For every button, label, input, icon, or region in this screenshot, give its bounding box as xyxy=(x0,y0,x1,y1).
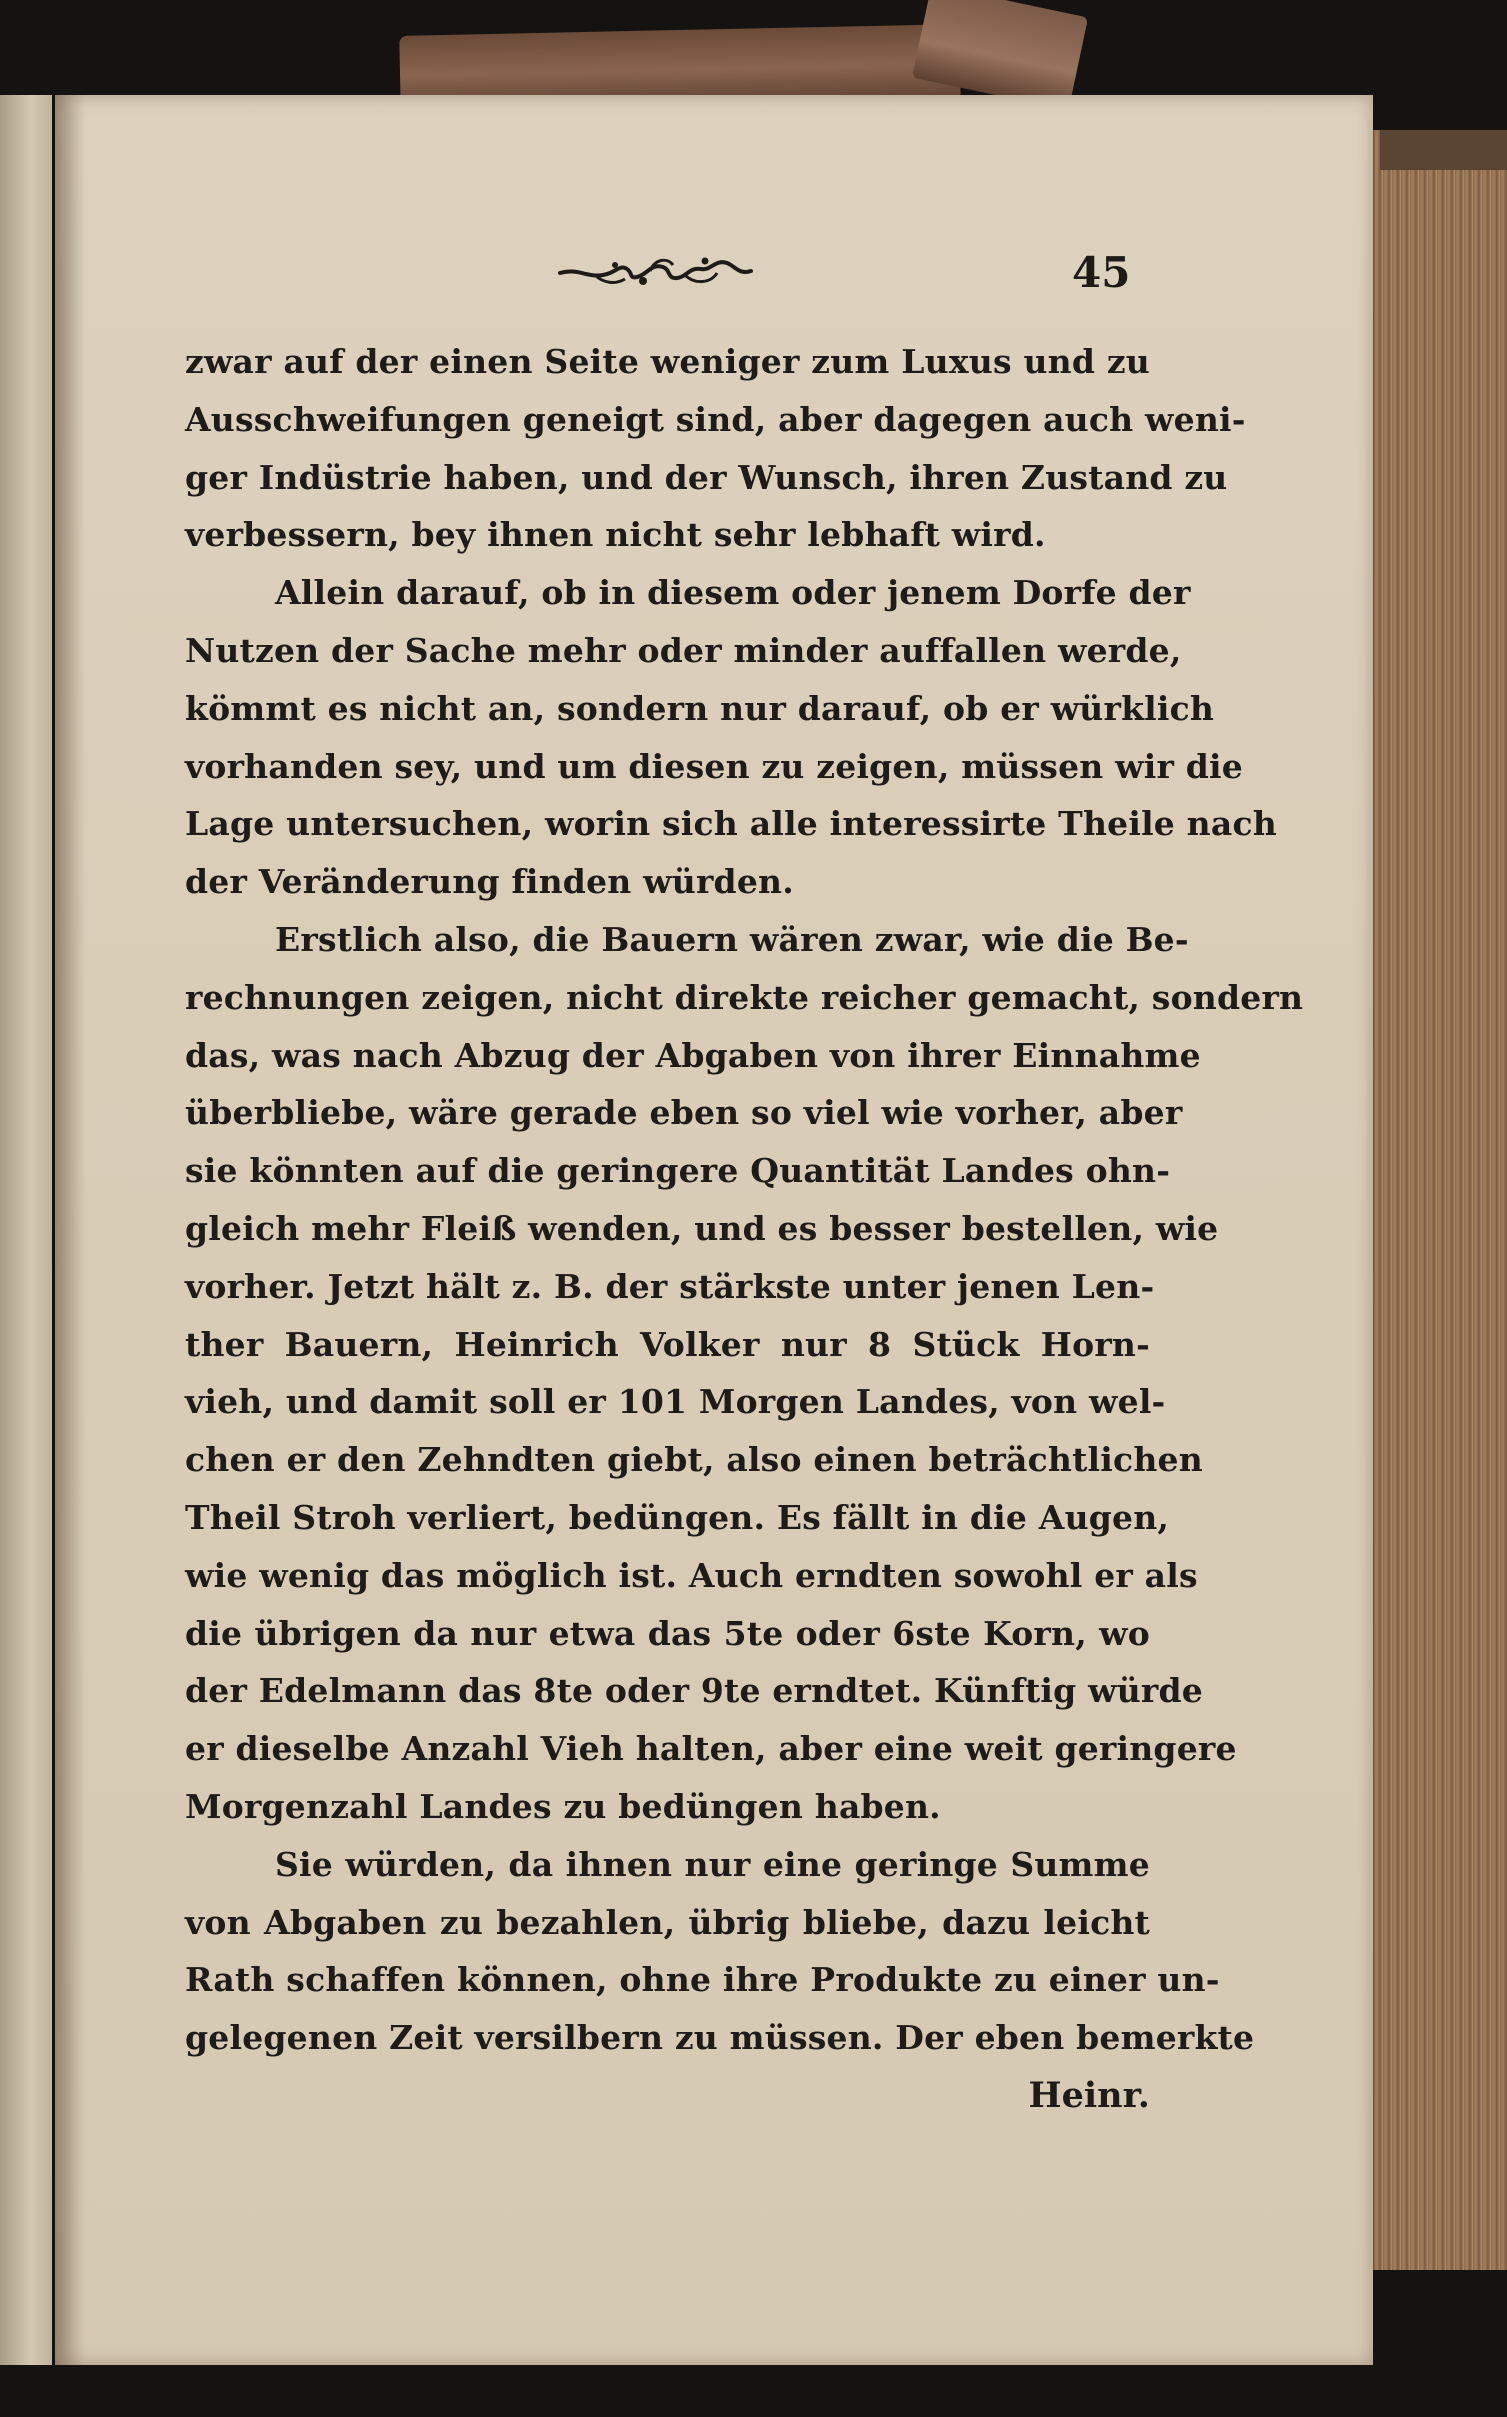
text-line: die übrigen da nur etwa das 5te oder 6ste Korn, wo xyxy=(185,1613,1150,1653)
text-line: sie könnten auf die geringere Quantität Landes ohn- xyxy=(185,1151,1171,1191)
text-line: zwar auf der einen Seite weniger zum Luxus und zu xyxy=(185,342,1150,381)
text-line: Allein darauf, ob in diesem oder jenem Dorfe der xyxy=(275,573,1191,613)
text-line: vorhanden sey, und um diesen zu zeigen, müssen wir die xyxy=(185,746,1243,786)
text-line: Lage untersuchen, worin sich alle interessirte Theile nach xyxy=(185,804,1277,844)
text-line: vieh, und damit soll er 101 Morgen Landes, von wel- xyxy=(185,1382,1166,1422)
body-text xyxy=(185,333,1304,2067)
text-line: wie wenig das möglich ist. Auch erndten sowohl er als xyxy=(185,1555,1198,1595)
previous-page-edge xyxy=(0,95,52,2365)
text-line: von Abgaben zu bezahlen, übrig bliebe, dazu leicht xyxy=(185,1902,1150,1942)
text-line: chen er den Zehndten giebt, also einen beträchtlichen xyxy=(185,1440,1203,1480)
catchword: Heinr. xyxy=(1028,2075,1150,2116)
text-line: er dieselbe Anzahl Vieh halten, aber eine weit geringere xyxy=(185,1729,1237,1769)
text-line: ther Bauern, Heinrich Volker nur 8 Stück Horn- xyxy=(185,1324,1150,1364)
text-line: das, was nach Abzug der Abgaben von ihrer Einnahme xyxy=(185,1035,1201,1075)
headpiece-ornament-icon xyxy=(555,245,755,295)
text-line: Erstlich also, die Bauern wären zwar, wie die Be- xyxy=(275,919,1189,959)
gutter-shadow xyxy=(55,95,85,2365)
text-line: Sie würden, da ihnen nur eine geringe Summe xyxy=(275,1844,1150,1884)
text-line: Nutzen der Sache mehr oder minder auffallen werde, xyxy=(185,630,1182,670)
text-line: gelegenen Zeit versilbern zu müssen. Der eben bemerkte xyxy=(185,2018,1255,2058)
text-line: gleich mehr Fleiß wenden, und es besser bestellen, wie xyxy=(185,1208,1219,1248)
text-line: verbessern, bey ihnen nicht sehr lebhaft wird. xyxy=(185,515,1046,555)
text-line: der Edelmann das 8te oder 9te erndtet. Künftig würde xyxy=(185,1671,1203,1711)
text-line: rechnungen zeigen, nicht direkte reicher gemacht, sondern xyxy=(185,977,1304,1017)
text-line: ger Indüstrie haben, und der Wunsch, ihren Zustand zu xyxy=(185,457,1228,497)
text-line: Theil Stroh verliert, bedüngen. Es fällt in die Augen, xyxy=(185,1497,1170,1537)
text-line: Rath schaffen können, ohne ihre Produkte zu einer un- xyxy=(185,1960,1220,2000)
page-number: 45 xyxy=(1072,248,1131,297)
text-line: der Veränderung finden würden. xyxy=(185,862,794,902)
text-line: Morgenzahl Landes zu bedüngen haben. xyxy=(185,1786,941,1826)
book-fore-edge xyxy=(1370,130,1507,2270)
text-line: kömmt es nicht an, sondern nur darauf, ob er würklich xyxy=(185,688,1215,728)
text-line: vorher. Jetzt hält z. B. der stärkste unter jenen Len- xyxy=(185,1266,1155,1306)
text-line: Ausschweifungen geneigt sind, aber dagegen auch weni- xyxy=(185,399,1246,439)
text-line: überbliebe, wäre gerade eben so viel wie vorher, aber xyxy=(185,1093,1183,1133)
book-fore-edge-shadow xyxy=(1380,130,1507,170)
